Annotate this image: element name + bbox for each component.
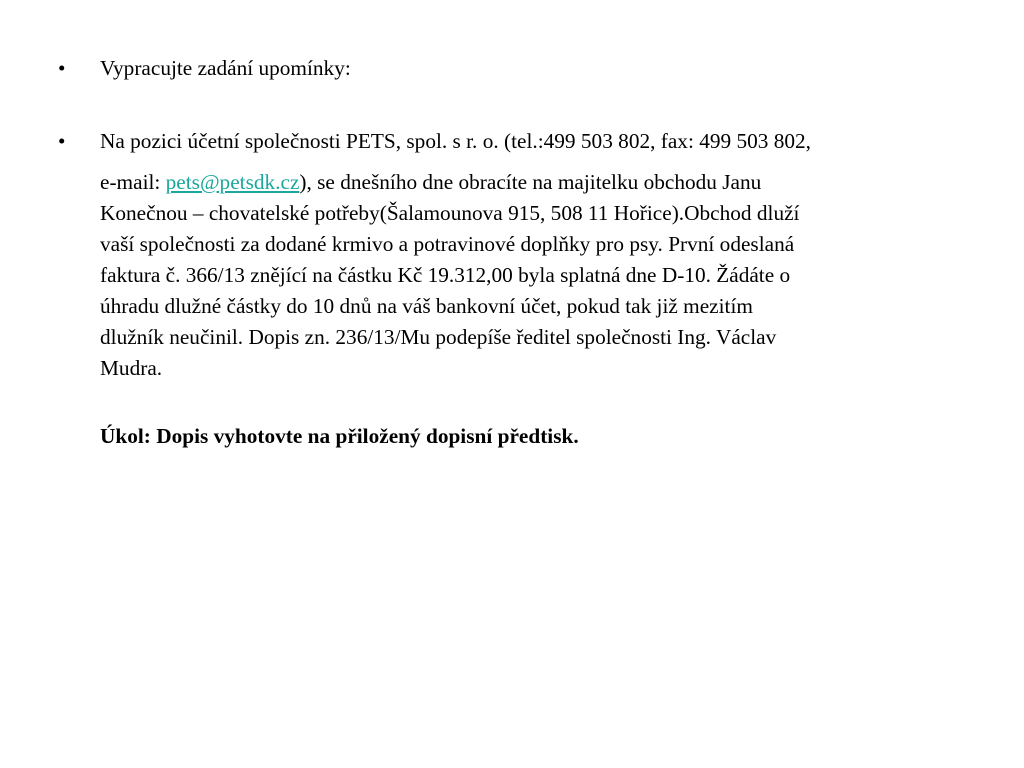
task-instruction: Úkol: Dopis vyhotovte na přiložený dopisní předtisk. [100,424,579,448]
assignment-heading: Vypracujte zadání upomínky: [100,56,351,80]
scenario-paragraph [100,126,970,384]
scenario-line-8: Mudra. [100,356,163,380]
scenario-line-7: dlužník neučinil. Dopis zn. 236/13/Mu podepíše ředitel společnosti Ing. Václav [100,325,777,349]
email-link[interactable]: pets@petsdk.cz [165,170,300,194]
bullet-dot: • [58,56,66,80]
scenario-line-3: Konečnou – chovatelské potřeby(Šalamounova 915, 508 11 Hořice).Obchod dluží [100,201,800,225]
bullet-dot: • [58,129,66,153]
scenario-line-1: Na pozici účetní společnosti PETS, spol. s r. o. (tel.:499 503 802, fax: 499 503 802, [100,129,812,153]
scenario-line-5: faktura č. 366/13 znějící na částku Kč 19.312,00 byla splatná dne D-10. Žádáte o [100,263,791,287]
scenario-line-6: úhradu dlužné částky do 10 dnů na váš bankovní účet, pokud tak již mezitím [100,294,753,318]
scenario-line-4: vaší společnosti za dodané krmivo a potravinové doplňky pro psy. První odeslaná [100,232,795,256]
email-suffix: ), se dnešního dne obracíte na majitelku obchodu Janu [299,170,762,194]
email-prefix: e-mail: [100,170,166,194]
scenario-line-2 [100,167,970,198]
